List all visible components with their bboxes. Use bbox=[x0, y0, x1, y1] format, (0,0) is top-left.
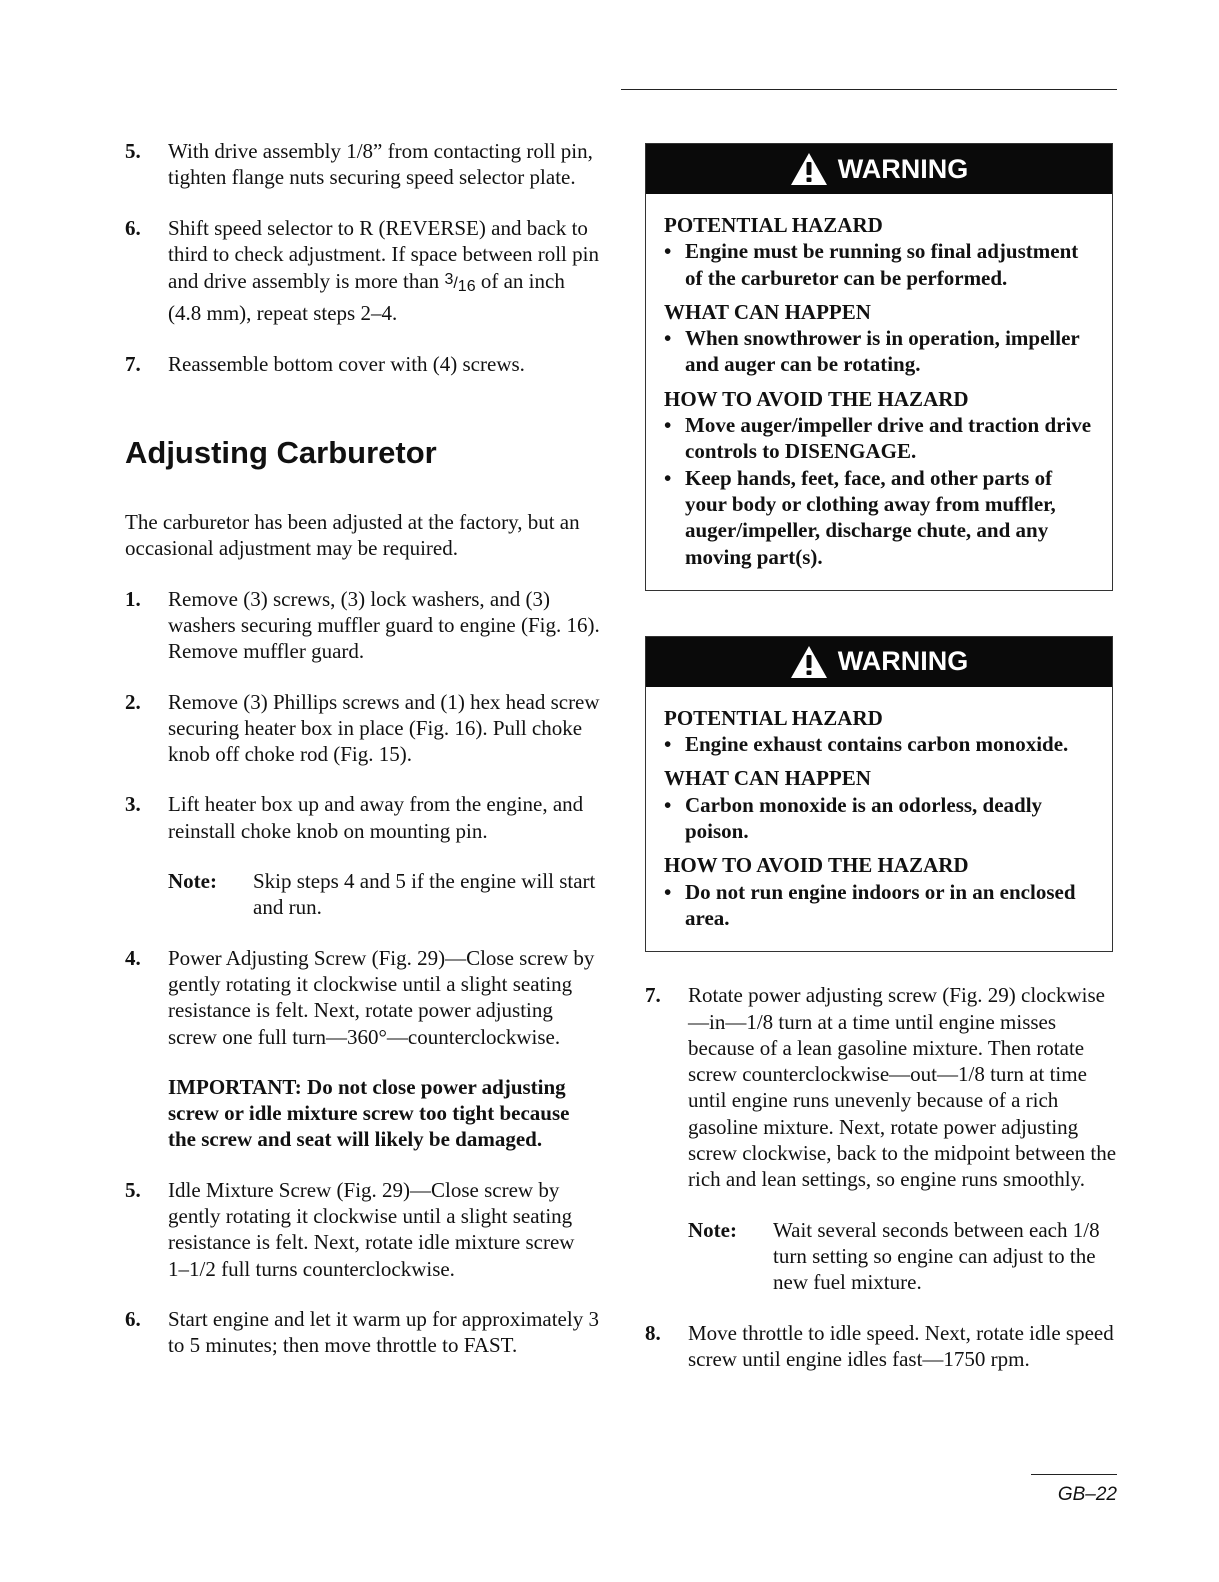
step-number: 4. bbox=[125, 945, 141, 970]
hazard-bullet: • Move auger/impeller drive and traction drive controls to DISENGAGE. bbox=[664, 412, 1094, 465]
step-text: Start engine and let it warm up for approximately 3 to 5 minutes; then move throttle to FAST. bbox=[168, 1306, 599, 1358]
warning-title: WARNING bbox=[837, 646, 969, 677]
note-label: Note: bbox=[168, 869, 217, 894]
step-2-remove-phillips bbox=[125, 689, 600, 768]
step-6-start-engine bbox=[125, 1306, 600, 1359]
step-text: Rotate power adjusting screw (Fig. 29) clockwise—in—1/8 turn at a time until engine misses because of a lean gasoline mixture. Then rotate screw counterclockwise—out—1/8 turn at time until engine runs unevenly because of a rich gasoline mixture. Next, rotate power adjusting screw clockwise, back to the midpoint between the rich and lean settings, so engine runs smoothly. bbox=[688, 983, 1117, 1192]
intro-paragraph: The carburetor has been adjusted at the factory, but an occasional adjustment may be required. bbox=[125, 510, 580, 561]
note-text: Wait several seconds between each 1/8 turn setting so engine can adjust to the new fuel mixture. bbox=[773, 1217, 1100, 1295]
step-number: 1. bbox=[125, 586, 141, 611]
warning-title: WARNING bbox=[837, 153, 969, 184]
step-number: 7. bbox=[125, 351, 141, 376]
potential-hazard-label: POTENTIAL HAZARD bbox=[664, 705, 883, 730]
step-number: 2. bbox=[125, 689, 141, 714]
step-number: 3. bbox=[125, 792, 141, 817]
step-text: With drive assembly 1/8” from contacting roll pin, tighten flange nuts securing speed selector plate. bbox=[168, 139, 593, 190]
important-notice: IMPORTANT: Do not close power adjusting screw or idle mixture screw too tight because the screw and seat will likely be damaged. bbox=[168, 1074, 570, 1152]
warning-box-carbon-monoxide bbox=[645, 636, 1113, 952]
potential-hazard-label: POTENTIAL HAZARD bbox=[664, 213, 883, 237]
step-text: Idle Mixture Screw (Fig. 29)—Close screw by gently rotating it clockwise until a slight seating resistance is felt. Next, rotate idle mixture screw 1–1/2 full turns counterclockwise. bbox=[168, 1177, 575, 1281]
step-8-idle-speed bbox=[645, 1320, 1117, 1373]
note-skip-steps bbox=[168, 868, 600, 921]
step-number: 7. bbox=[645, 983, 661, 1008]
step-text bbox=[168, 215, 600, 327]
page-number: GB–22 bbox=[1057, 1484, 1117, 1505]
header-rule bbox=[621, 89, 1117, 90]
step-6-shift bbox=[125, 215, 600, 327]
step-text: Lift heater box up and away from the engine, and reinstall choke knob on mounting pin. bbox=[168, 792, 584, 843]
how-to-avoid-group bbox=[664, 386, 1094, 570]
step-text-part: Shift speed selector to R (REVERSE) and back to third to check adjustment. If space between roll pin and drive assembly is more than bbox=[168, 215, 599, 294]
step-text: Reassemble bottom cover with (4) screws. bbox=[168, 351, 525, 376]
step-text: Remove (3) screws, (3) lock washers, and (3) washers securing muffler guard to engine (Fig. 16). Remove muffler guard. bbox=[168, 586, 600, 664]
step-number: 8. bbox=[645, 1320, 661, 1345]
hazard-bullet: • Keep hands, feet, face, and other parts of your body or clothing away from muffler, auger/impeller, discharge chute, and any moving part(s). bbox=[664, 465, 1094, 570]
step-number: 6. bbox=[125, 215, 141, 240]
step-3-lift-heater bbox=[125, 791, 600, 844]
warning-header bbox=[646, 144, 1112, 194]
step-7-reassemble bbox=[125, 351, 600, 377]
step-text-part: of an inch (4.8 mm), repeat steps 2–4. bbox=[168, 269, 565, 326]
warning-box-rotating-parts bbox=[645, 143, 1113, 591]
warning-triangle-icon bbox=[790, 152, 828, 186]
footer-rule bbox=[1031, 1474, 1117, 1475]
step-text: Move throttle to idle speed. Next, rotate idle speed screw until engine idles fast—1750 rpm. bbox=[688, 1320, 1114, 1371]
warning-header bbox=[646, 637, 1112, 687]
what-can-happen-group bbox=[664, 299, 1094, 378]
what-can-happen-label: WHAT CAN HAPPEN bbox=[664, 766, 871, 791]
warning-triangle-icon bbox=[790, 645, 828, 679]
hazard-bullet: • When snowthrower is in operation, impeller and auger can be rotating. bbox=[664, 325, 1094, 378]
how-to-avoid-label: HOW TO AVOID THE HAZARD bbox=[664, 386, 969, 411]
warning-body bbox=[646, 687, 1112, 951]
right-column bbox=[645, 143, 1117, 1396]
potential-hazard-group bbox=[664, 705, 1094, 758]
hazard-bullet: • Engine exhaust contains carbon monoxide. bbox=[664, 731, 1094, 757]
hazard-bullet: • Carbon monoxide is an odorless, deadly poison. bbox=[664, 792, 1094, 845]
how-to-avoid-label: HOW TO AVOID THE HAZARD bbox=[664, 853, 969, 878]
left-column bbox=[125, 138, 600, 1383]
fraction-denominator: 16 bbox=[457, 278, 476, 296]
fraction-numerator: 3 bbox=[444, 271, 454, 289]
warning-body bbox=[646, 194, 1112, 590]
step-5-drive bbox=[125, 138, 600, 191]
step-number: 6. bbox=[125, 1306, 141, 1331]
step-text: Remove (3) Phillips screws and (1) hex head screw securing heater box in place (Fig. 16). Pull choke knob off choke rod (Fig. 15). bbox=[168, 689, 600, 767]
fraction: $^3/_{16}$ bbox=[444, 271, 476, 296]
step-number: 5. bbox=[125, 1177, 141, 1202]
hazard-bullet: • Engine must be running so final adjustment of the carburetor can be performed. bbox=[664, 238, 1094, 291]
step-5-idle-screw bbox=[125, 1177, 600, 1282]
step-number: 5. bbox=[125, 139, 141, 163]
note-text: Skip steps 4 and 5 if the engine will start and run. bbox=[253, 869, 596, 920]
note-label: Note: bbox=[688, 1217, 737, 1242]
how-to-avoid-group bbox=[664, 852, 1094, 931]
what-can-happen-group bbox=[664, 765, 1094, 844]
potential-hazard-group bbox=[664, 212, 1094, 291]
step-7-rotate-power-screw bbox=[645, 982, 1117, 1192]
step-1-remove-screws bbox=[125, 586, 600, 665]
note-wait bbox=[688, 1217, 1117, 1296]
what-can-happen-label: WHAT CAN HAPPEN bbox=[664, 299, 871, 324]
step-4-power-screw bbox=[125, 945, 600, 1050]
step-text: Power Adjusting Screw (Fig. 29)—Close screw by gently rotating it clockwise until a slight seating resistance is felt. Next, rotate power adjusting screw one full turn—360°—counterclockwise. bbox=[168, 945, 595, 1049]
hazard-bullet: • Do not run engine indoors or in an enclosed area. bbox=[664, 879, 1094, 932]
section-heading: Adjusting Carburetor bbox=[125, 435, 437, 471]
